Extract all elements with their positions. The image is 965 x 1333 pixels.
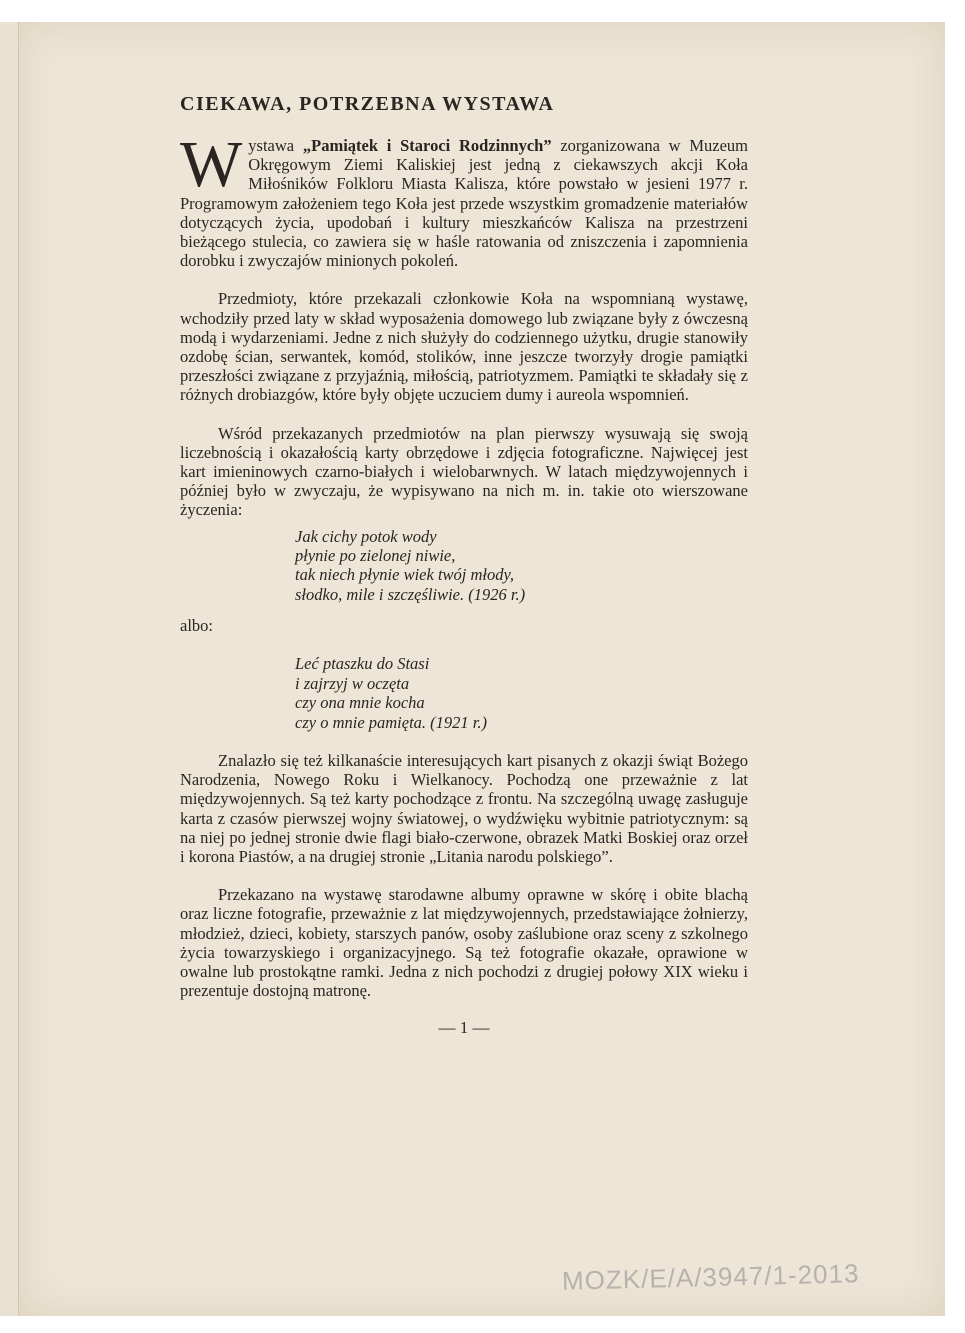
binding-edge bbox=[0, 22, 20, 1316]
poem-line: tak niech płynie wiek twój młody, bbox=[295, 565, 515, 585]
poem-line: Leć ptaszku do Stasi bbox=[295, 654, 430, 674]
poem-line: i zajrzyj w oczęta bbox=[295, 673, 410, 693]
poem-line: słodko, mile i szczęśliwie. (1926 r.) bbox=[295, 584, 526, 604]
article-title: CIEKAWA, POTRZEBNA WYSTAWA bbox=[180, 93, 555, 115]
poem-line: czy ona mnie kocha bbox=[295, 693, 425, 713]
paragraph-1: W ystawa „Pamiątek i Staroci Rodzinnych” zorganizowana w Muzeum Okręgowym Ziemi Kaliskiej jest jedną z ciekawszych akcji Koła Miłośników Folkloru Miasta Kalisza, które powstało w jesieni 1977 r. Programowym założeniem tego Koła jest przede wszystkim gromadzenie materiałów dotyczących życia, upodobań i kultury mieszkańców Kalisza na przestrzeni bieżącego stulecia, co zawiera się w haśle ratowania od zniszczenia i zapomnienia dorobku i zwyczajów minionych pokoleń. bbox=[180, 128, 748, 271]
paragraph-5: Przekazano na wystawę starodawne albumy oprawne w skórę i obite blachą oraz liczne fotografie, przeważnie z lat międzywojennych, przedstawiające żołnierzy, młodzież, dzieci, kobiety, starszych panów, osoby zaślubione oraz sceny z szkolnego życia towarzyskiego i organizacyjnego. Są też fotografie okazałe, oprawione w owalne lub prostokątne ramki. Jedna z nich pochodzi z drugiej połowy XIX wieku i prezentuje dostojną matronę. bbox=[180, 885, 748, 1001]
paragraph-2: Przedmioty, które przekazali członkowie Koła na wspomnianą wystawę, wchodziły przed laty w skład wyposażenia domowego lub związane były z ówczesną modą i wydarzeniami. Jedne z nich służyły do codziennego użytku, drugie stanowiły ozdobę ścian, serwantek, komód, stolików, inne jeszcze tworzyły drogie pamiątki przeszłości związane z przyjaźnią, miłością, patriotyzmem. Pamiątki te składały się z różnych drobiazgów, które były objęte uczuciem dumy i aureola wspomnień. bbox=[180, 289, 748, 405]
drop-cap: W bbox=[180, 128, 243, 201]
paragraph-3: Wśród przekazanych przedmiotów na plan pierwszy wysuwają się swoją liczebnością i okazałością karty obrzędowe i zdjęcia fotograficzne. Najwięcej jest kart imieninowych czarno-białych i wielobarwnych. W latach międzywojennych i później było w zwyczaju, że wypisywano na nich m. in. takie oto wierszowane życzenia: bbox=[180, 423, 748, 520]
poem-2 bbox=[295, 654, 748, 732]
poem-line: Jak cichy potok wody bbox=[295, 526, 437, 546]
archive-stamp: MOZK/E/A/3947/1-2013 bbox=[561, 1258, 860, 1296]
poem-line: czy o mnie pamięta. (1921 r.) bbox=[295, 712, 488, 732]
exhibition-name: „Pamiątek i Staroci Rodzinnych” bbox=[302, 136, 552, 155]
poem-line: płynie po zielonej niwie, bbox=[295, 546, 456, 566]
page-number: — 1 — bbox=[438, 1018, 490, 1038]
paragraph-4: Znalazło się też kilkanaście interesujących kart pisanych z okazji świąt Bożego Narodzenia, Nowego Roku i Wielkanocy. Pochodzą one przeważnie z lat międzywojennych. Są też karty pochodzące z frontu. Na szczególną uwagę zasługuje karta z czasów pierwszej wojny światowej, o wydźwięku wybitnie patriotycznym: są na niej po jednej stronie dwie flagi biało-czerwone, obrazek Matki Boskiej oraz orzeł i korona Piastów, a na drugiej stronie „Litania narodu polskiego”. bbox=[180, 750, 748, 866]
article bbox=[180, 92, 748, 1038]
albo-label: albo: bbox=[180, 616, 213, 636]
poem-1 bbox=[295, 527, 748, 605]
